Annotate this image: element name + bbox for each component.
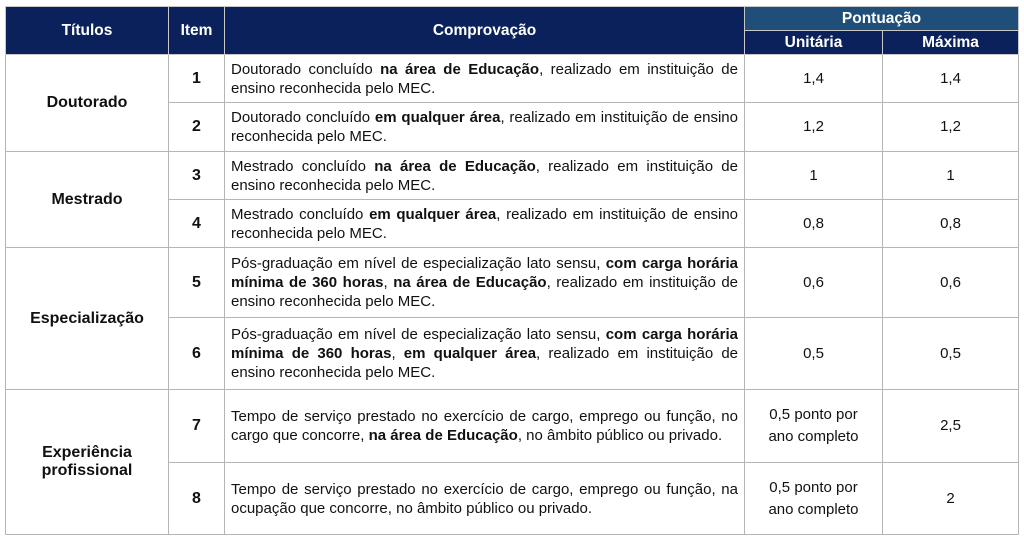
comprovacao-text xyxy=(225,103,745,152)
group-title: Mestrado xyxy=(6,152,169,248)
text-segment: Doutorado concluído xyxy=(231,60,381,78)
unit-score: 1,4 xyxy=(745,55,883,103)
comprovacao-text xyxy=(225,248,745,318)
text-segment: Pós-graduação em nível de especialização lato sensu, xyxy=(231,326,606,343)
text-segment: , no âmbito público ou privado. xyxy=(517,427,723,444)
table-row xyxy=(6,248,1019,318)
bold-segment: com carga horária mínima de 360 horas xyxy=(231,255,738,291)
text-segment: Tempo de serviço prestado no exercício de cargo, emprego ou função, na ocupação que concorre, no âmbito público ou privado. xyxy=(231,480,738,517)
text-segment: Tempo de serviço prestado no exercício de cargo, emprego ou função, no cargo que concorre, xyxy=(231,408,738,444)
unit-score: 1 xyxy=(745,152,883,200)
max-score: 0,6 xyxy=(883,248,1019,318)
header-titulos: Títulos xyxy=(6,7,169,55)
text-segment: , realizado em instituição de ensino reconhecida pelo MEC. xyxy=(231,157,738,194)
bold-segment: na área de Educação xyxy=(368,427,518,444)
group-title: Especialização xyxy=(6,248,169,390)
bold-segment: em qualquer área xyxy=(403,345,537,362)
table-row xyxy=(6,390,1019,463)
comprovacao-text xyxy=(225,390,745,463)
unit-score: 0,8 xyxy=(745,200,883,248)
item-number: 4 xyxy=(169,200,225,248)
group-title: Experiência profissional xyxy=(6,390,169,535)
header-unitaria: Unitária xyxy=(745,31,883,55)
max-score: 1,4 xyxy=(883,55,1019,103)
text-segment: , xyxy=(383,274,394,291)
unit-score: 0,5 xyxy=(745,318,883,390)
item-number: 1 xyxy=(169,55,225,103)
text-segment: , realizado em instituição de ensino reconhecida pelo MEC. xyxy=(231,345,739,381)
group-title: Doutorado xyxy=(6,55,169,152)
unit-score: 0,5 ponto por ano completo xyxy=(745,463,883,535)
max-score: 0,8 xyxy=(883,200,1019,248)
max-score: 1 xyxy=(883,152,1019,200)
text-segment: , realizado em instituição de ensino reconhecida pelo MEC. xyxy=(231,205,739,242)
header-item: Item xyxy=(169,7,225,55)
item-number: 6 xyxy=(169,318,225,390)
text-segment: , realizado em instituição de ensino reconhecida pelo MEC. xyxy=(231,109,738,145)
bold-segment: na área de Educação xyxy=(380,60,540,78)
comprovacao-text xyxy=(225,152,745,200)
item-number: 7 xyxy=(169,390,225,463)
header-maxima: Máxima xyxy=(883,31,1019,55)
text-segment: , xyxy=(391,345,404,362)
item-number: 3 xyxy=(169,152,225,200)
bold-segment: em qualquer área xyxy=(369,205,497,223)
bold-segment: em qualquer área xyxy=(374,109,501,126)
table-row xyxy=(6,55,1019,103)
item-number: 8 xyxy=(169,463,225,535)
unit-score: 0,5 ponto por ano completo xyxy=(745,390,883,463)
text-segment: Pós-graduação em nível de especialização lato sensu, xyxy=(231,255,606,272)
header-pontuacao: Pontuação xyxy=(745,7,1019,31)
max-score: 2 xyxy=(883,463,1019,535)
max-score: 1,2 xyxy=(883,103,1019,152)
text-segment: , realizado em instituição de ensino reconhecida pelo MEC. xyxy=(231,274,739,310)
bold-segment: na área de Educação xyxy=(374,157,536,175)
header-comprovacao: Comprovação xyxy=(225,7,745,55)
text-segment: Doutorado concluído xyxy=(231,109,375,126)
max-score: 0,5 xyxy=(883,318,1019,390)
text-segment: , realizado em instituição de ensino reconhecida pelo MEC. xyxy=(231,60,738,97)
max-score: 2,5 xyxy=(883,390,1019,463)
comprovacao-text xyxy=(225,318,745,390)
item-number: 5 xyxy=(169,248,225,318)
unit-score: 0,6 xyxy=(745,248,883,318)
text-segment: Mestrado concluído xyxy=(231,157,375,175)
item-number: 2 xyxy=(169,103,225,152)
comprovacao-text xyxy=(225,55,745,103)
comprovacao-text xyxy=(225,463,745,535)
scoring-table xyxy=(5,6,1019,535)
comprovacao-text xyxy=(225,200,745,248)
bold-segment: na área de Educação xyxy=(393,274,547,291)
unit-score: 1,2 xyxy=(745,103,883,152)
bold-segment: com carga horária mínima de 360 horas xyxy=(231,326,738,362)
text-segment: Mestrado concluído xyxy=(231,205,370,223)
table-row xyxy=(6,152,1019,200)
